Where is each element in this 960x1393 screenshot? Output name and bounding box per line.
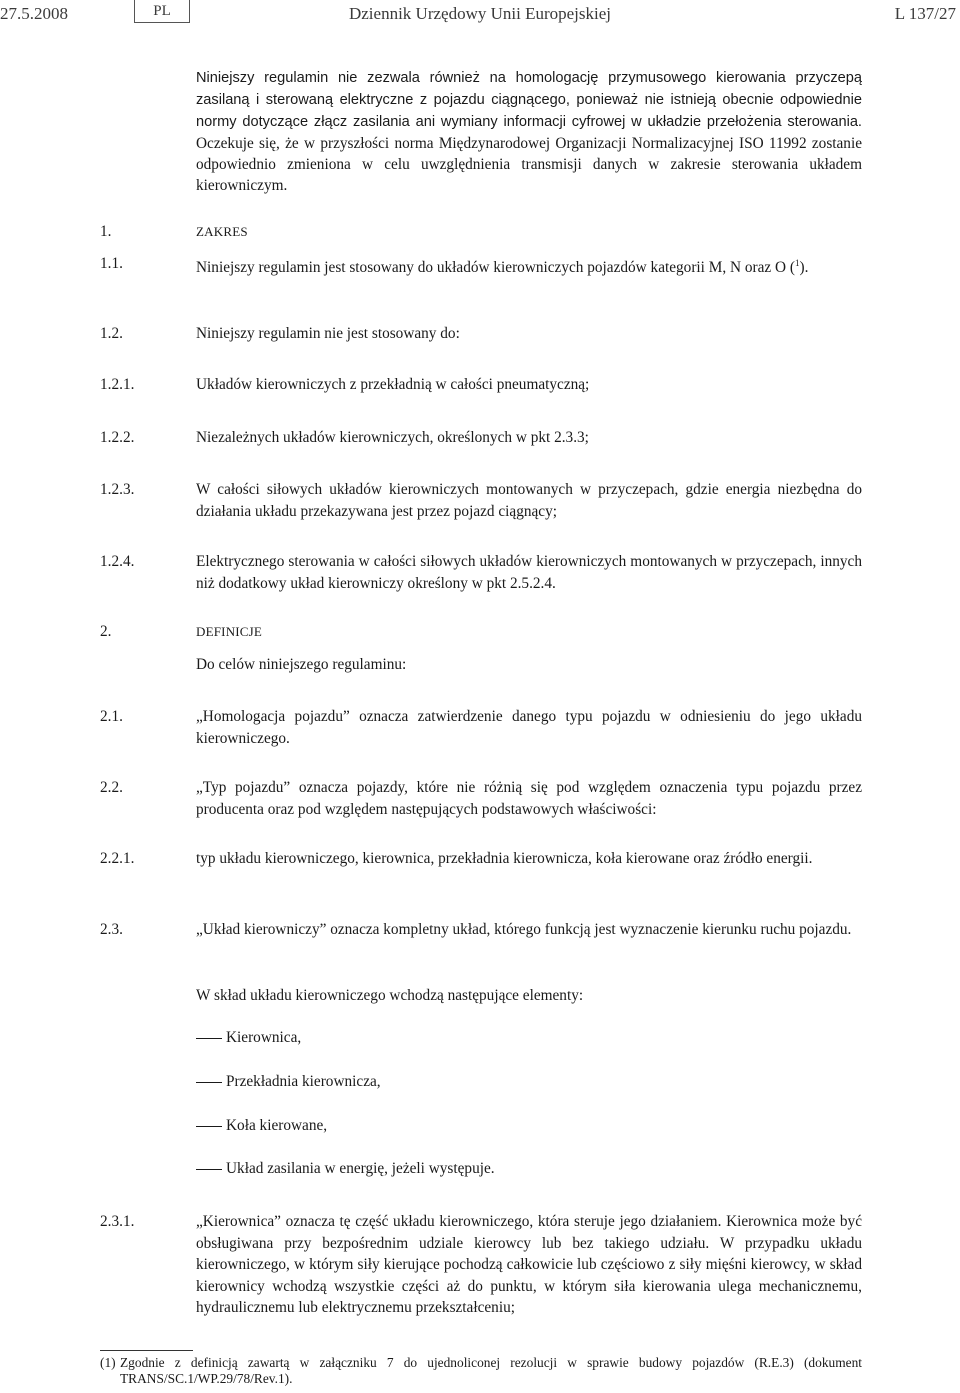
section-number: 2. (100, 623, 112, 640)
section-text: „Typ pojazdu” oznacza pojazdy, które nie różnią się pod względem oznaczenia typu pojazdu przez producenta oraz pod względem następujących podstawowych właściwości: (196, 779, 862, 818)
dash-marker (196, 1082, 222, 1083)
section-text: Niniejszy regulamin jest stosowany do układów kierowniczych pojazdów kategorii M, N oraz O ($^1$). (196, 258, 809, 277)
section-text: „Homologacja pojazdu” oznacza zatwierdzenie danego typu pojazdu w odniesieniu do jego układu kierowniczego. (196, 708, 862, 747)
section-text: Układów kierowniczych z przekładnią w całości pneumatyczną; (196, 376, 590, 393)
footnote-divider (100, 1350, 193, 1351)
footnote-ref: 1 (794, 258, 800, 268)
footnote-text: Zgodnie z definicją zawartą w załączniku 7 do ujednoliconej rezolucji w sprawie budowy pojazdów (R.E.3) (dokument TRANS/SC.1/WP.29/78/Rev.1). (120, 1355, 862, 1386)
section-text: Niniejszy regulamin nie jest stosowany do: (196, 325, 460, 342)
section-number: 1.2.3. (100, 481, 135, 498)
intro-paragraph (196, 67, 862, 196)
page-header (0, 0, 960, 34)
section-number: 2.1. (100, 708, 123, 725)
section-text: „Układ kierowniczy” oznacza kompletny układ, którego funkcją jest wyznaczenie kierunku ruchu pojazdu. (196, 921, 852, 938)
section-text: W całości siłowych układów kierowniczych montowanych w przyczepach, gdzie energia niezbędna do działania układu przekazywana jest przez pojazd ciągnący; (196, 481, 862, 520)
section-text: Do celów niniejszego regulaminu: (196, 656, 407, 673)
section-number: 1.2.2. (100, 429, 135, 446)
journal-title: Dziennik Urzędowy Unii Europejskiej (348, 4, 611, 23)
section-text: Elektrycznego sterowania w całości siłowych układów kierowniczych montowanych w przyczepach, innych niż dodatkowy układ kierowniczy określony w pkt 2.5.2.4. (196, 553, 862, 592)
section-number: 1.2.4. (100, 553, 135, 570)
section-text: W skład układu kierowniczego wchodzą następujące elementy: (196, 987, 584, 1004)
section-text: „Kierownica” oznacza tę część układu kierowniczego, która steruje jego działaniem. Kierownica może być obsługiwana przy bezpośrednim udziale kierowcy lub bez takiego udziału. W przypadku układu kierowniczego, w którym siły kierujące pochodzą całkowicie lub częściowo z siły mięśni kierowcy, w skład kierownicy wchodzą wszystkie części aż do punktu, w którym siła kierowania ulega mechanicznemu, hydraulicznemu lub elektrycznemu przekształceniu; (196, 1213, 862, 1316)
intro-part-2: Oczekuje się, że w przyszłości norma Międzynarodowej Organizacji Normalizacyjnej ISO 11992 zostanie odpowiednio zmieniona w celu uwzględnienia transmisji danych w zakresie sterowania układem kierowniczym. (196, 135, 862, 194)
page-number: L 137/27 (894, 4, 956, 23)
section-number: 1.2.1. (100, 376, 135, 393)
intro-part-1: Niniejszy regulamin nie zezwala również na homologację przymusowego kierowania przyczepą zasilaną i sterowaną elektryczne z pojazdu ciągnącego, ponieważ nie istnieją obecnie odpowiednie normy dotyczące złącz zasilania ani wymiany informacji cyfrowej w układzie przełożenia sterowania. (196, 70, 862, 130)
language-badge: PL (134, 0, 190, 23)
section-text: typ układu kierowniczego, kierownica, przekładnia kierownicza, koła kierowane oraz źródło energii. (196, 850, 813, 867)
footnote-number: (1) (100, 1355, 116, 1370)
publication-date: 27.5.2008 (0, 4, 68, 23)
section-number: 1. (100, 223, 112, 240)
section-number: 2.3.1. (100, 1213, 135, 1230)
section-text: Niezależnych układów kierowniczych, określonych w pkt 2.3.3; (196, 429, 589, 446)
section-heading: DEFINICJE (196, 624, 263, 639)
section-number: 2.2.1. (100, 850, 135, 867)
dash-marker (196, 1169, 222, 1170)
section-heading: ZAKRES (196, 224, 248, 239)
section-number: 2.3. (100, 921, 123, 938)
dash-marker (196, 1038, 222, 1039)
section-number: 1.2. (100, 325, 123, 342)
section-number: 2.2. (100, 779, 123, 796)
section-number: 1.1. (100, 255, 123, 272)
dash-marker (196, 1126, 222, 1127)
